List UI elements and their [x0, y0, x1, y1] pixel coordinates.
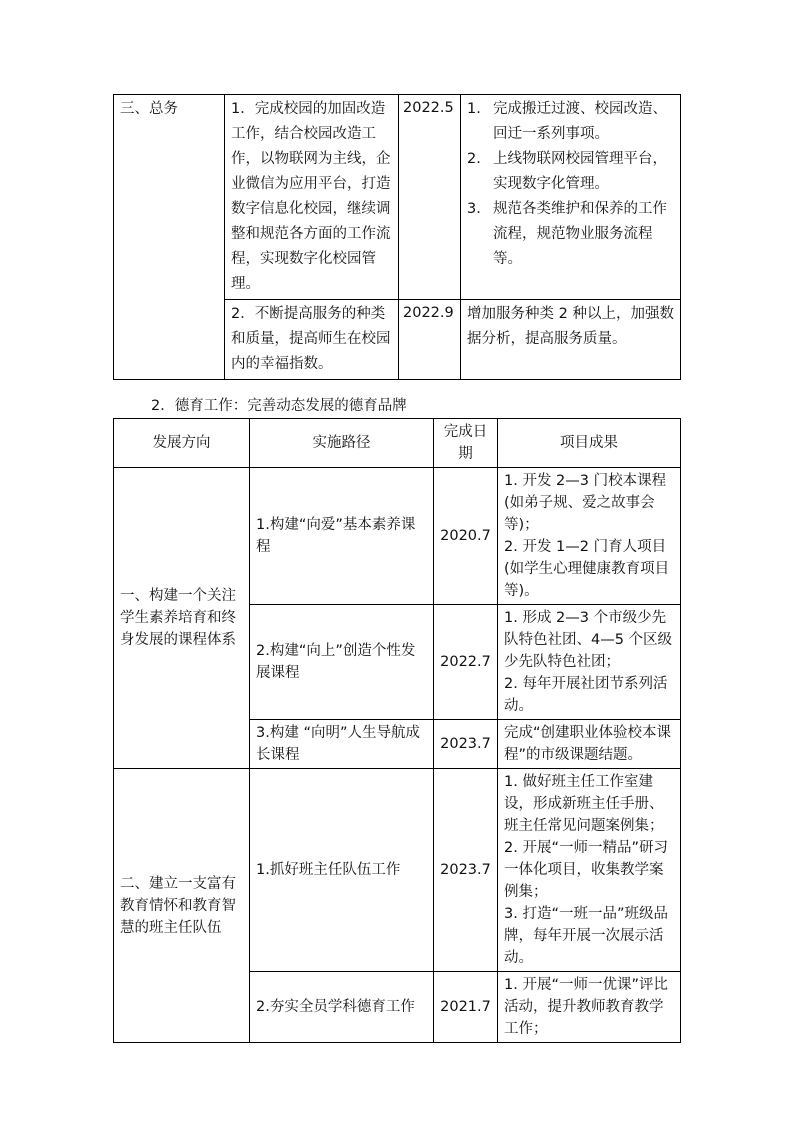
- section-caption: 2．德育工作：完善动态发展的德育品牌: [151, 398, 407, 414]
- table-header-row: [114, 419, 681, 468]
- date-cell: 2023.7: [434, 769, 498, 972]
- result-cell: 1. 做好班主任工作室建设，形成新班主任手册、班主任常见问题案例集； 2. 开展“一师一精品”研习一体化项目，收集教学案例集； 3. 打造“一班一品”班级品牌，每年开展一次展示活动。: [498, 769, 681, 972]
- result-cell: 1. 形成 2—3 个市级少先队特色社团、4—5 个区级少先队特色社团； 2. 每年开展社团节系列活动。: [498, 605, 681, 720]
- result-cell: 增加服务种类 2 种以上，加强数据分析，提高服务质量。: [461, 300, 681, 380]
- list-item: 2. 上线物联网校园管理平台，实现数字化管理。: [467, 151, 667, 192]
- result-list: [467, 97, 674, 272]
- table-row: [114, 769, 681, 972]
- path-cell: 2.构建“向上”创造个性发展课程: [250, 605, 434, 720]
- moral-education-table: [113, 418, 681, 1043]
- date-cell: 2021.7: [434, 972, 498, 1043]
- result-cell: 1. 开展“一师一优课”评比活动，提升教师教育教学工作；: [498, 972, 681, 1043]
- date-cell: 2022.5: [399, 95, 461, 300]
- direction-cell: 二、建立一支富有教育情怀和教育智慧的班主任队伍: [114, 769, 250, 1043]
- path-cell: 1．完成校园的加固改造工作，结合校园改造工作，以物联网为主线，企业微信为应用平台，打造数字信息化校园，继续调整和规范各方面的工作流程，实现数字化校园管理。: [225, 95, 399, 300]
- path-cell: 1.构建“向爱”基本素养课程: [250, 468, 434, 605]
- direction-cell: 一、构建一个关注学生素养培育和终身发展的课程体系: [114, 468, 250, 769]
- list-item: 3. 规范各类维护和保养的工作流程，规范物业服务流程等。: [467, 201, 667, 267]
- date-cell: 2022.7: [434, 605, 498, 720]
- path-cell: 2．不断提高服务的种类和质量，提高师生在校园内的幸福指数。: [225, 300, 399, 380]
- date-cell: 2020.7: [434, 468, 498, 605]
- path-cell: 1.抓好班主任队伍工作: [250, 769, 434, 972]
- result-cell: 1. 开发 2—3 门校本课程(如弟子规、爱之故事会等)； 2. 开发 1—2 门育人项目(如学生心理健康教育项目等)。: [498, 468, 681, 605]
- date-cell: 2022.9: [399, 300, 461, 380]
- date-cell: 2023.7: [434, 720, 498, 769]
- category-cell: 三、总务: [114, 95, 225, 380]
- header-path: 实施路径: [250, 419, 434, 468]
- list-item: 1. 完成搬迁过渡、校园改造、回迁一系列事项。: [467, 101, 667, 142]
- table-row: [114, 468, 681, 605]
- header-date: 完成日期: [434, 419, 498, 468]
- path-cell: 3.构建 “向明”人生导航成长课程: [250, 720, 434, 769]
- result-cell: 完成“创建职业体验校本课程”的市级课题结题。: [498, 720, 681, 769]
- table-row: [114, 95, 681, 300]
- header-direction: 发展方向: [114, 419, 250, 468]
- result-cell: [461, 95, 681, 300]
- path-cell: 2.夯实全员学科德育工作: [250, 972, 434, 1043]
- general-affairs-table: [113, 94, 681, 380]
- header-result: 项目成果: [498, 419, 681, 468]
